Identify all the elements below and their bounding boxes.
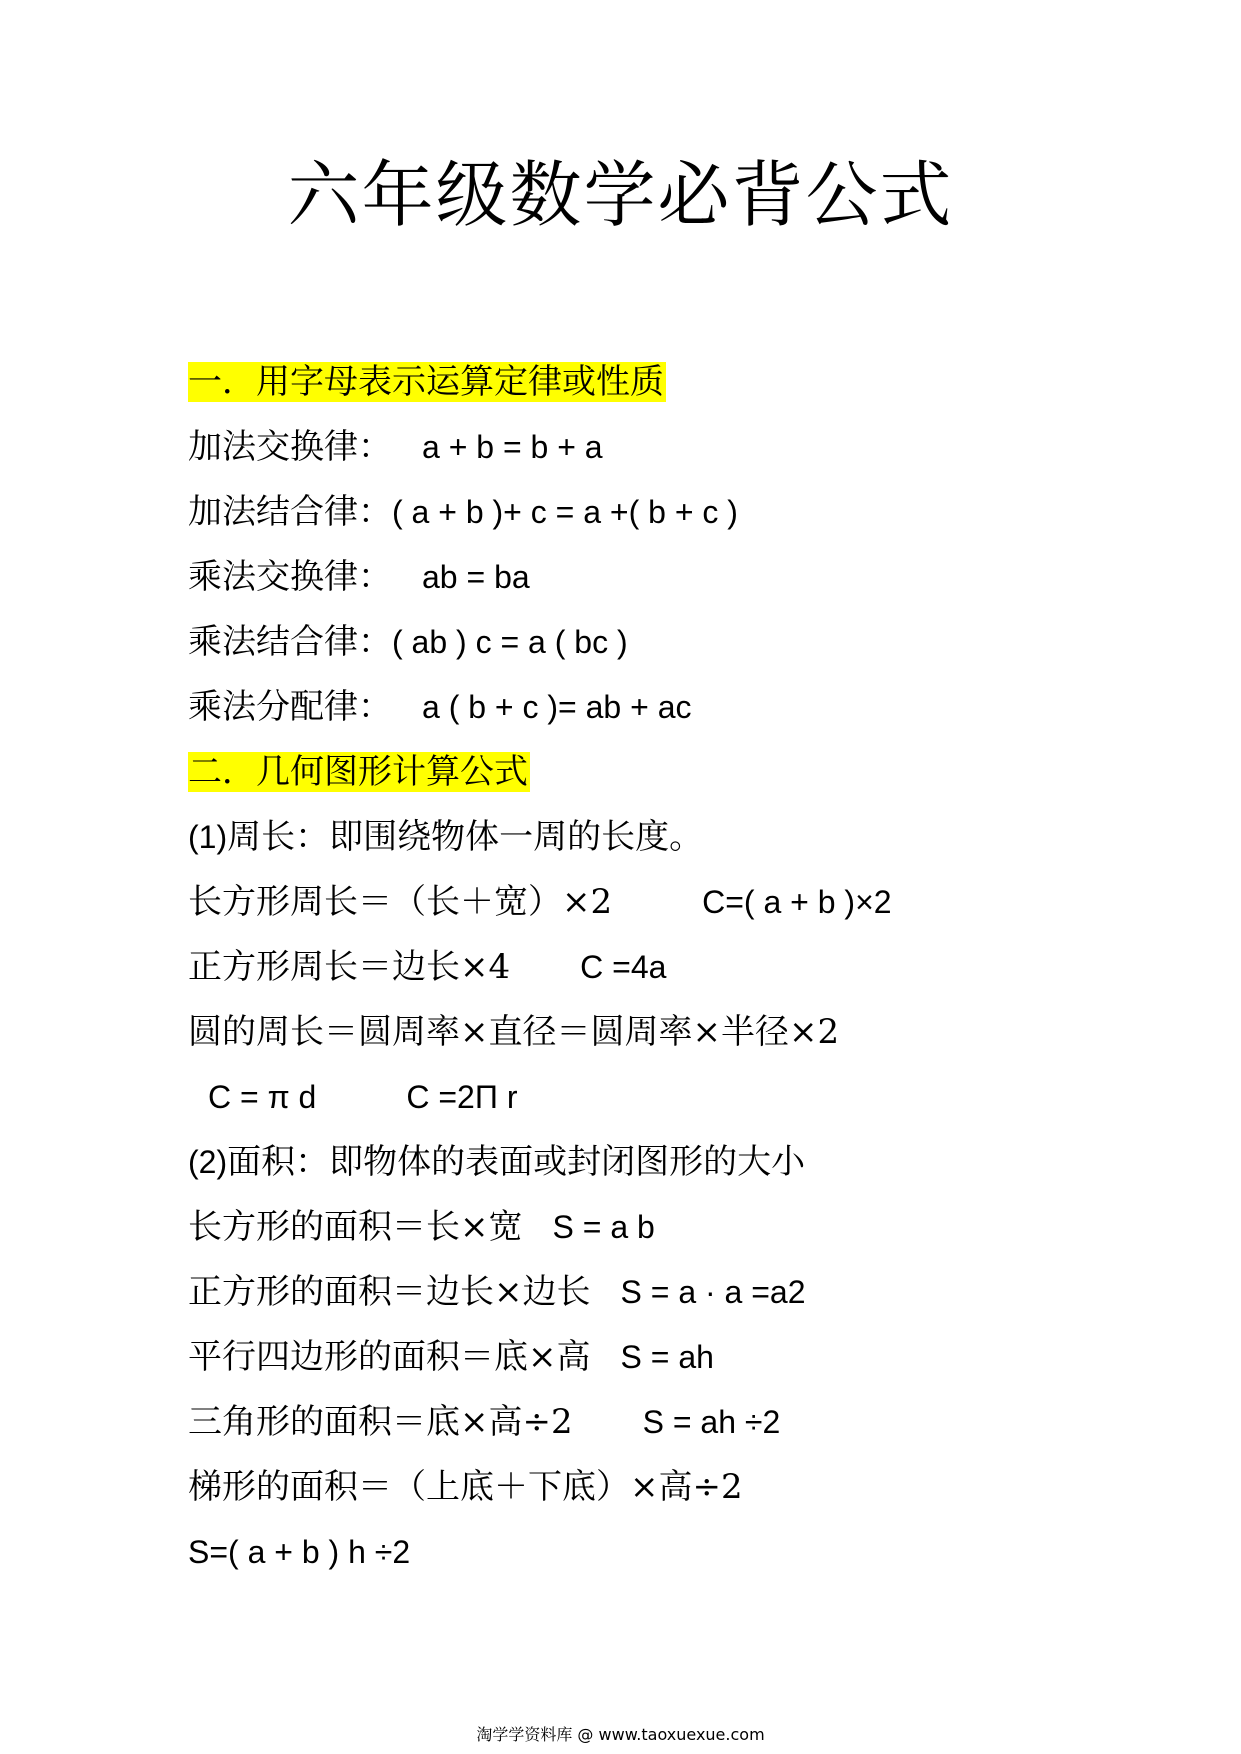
law-formula: ( ab ) c = a ( bc )	[392, 624, 628, 660]
area-triangle-formula: S = ah ÷2	[642, 1404, 781, 1440]
section-heading-1-text: 一．用字母表示运算定律或性质	[188, 362, 664, 402]
area-triangle-row	[188, 1390, 1168, 1455]
section-heading-2	[188, 740, 1168, 805]
area-intro	[188, 1130, 1168, 1195]
area-intro-text: 面积：即物体的表面或封闭图形的大小	[227, 1142, 806, 1182]
area-trapezoid-formula: S=( a + b ) h ÷2	[188, 1534, 411, 1570]
law-formula: ( a + b )+ c = a +( b + c )	[392, 494, 738, 530]
perimeter-circle-row	[188, 1000, 1168, 1065]
area-rectangle-row	[188, 1195, 1168, 1260]
law-row	[188, 545, 1168, 610]
perimeter-rectangle-row	[188, 870, 1168, 935]
perimeter-circle-formula-row	[188, 1065, 1168, 1130]
law-row	[188, 480, 1168, 545]
area-parallelogram-row	[188, 1325, 1168, 1390]
area-triangle-text: 三角形的面积＝底×高÷2	[188, 1402, 573, 1442]
law-row	[188, 415, 1168, 480]
perimeter-square-row	[188, 935, 1168, 1000]
law-label: 乘法结合律：	[188, 622, 392, 662]
perimeter-intro-text: 周长：即围绕物体一周的长度。	[227, 817, 704, 857]
footer-watermark: 淘学学资料库 @ www.taoxuexue.com	[476, 1725, 765, 1744]
area-parallelogram-formula: S = ah	[620, 1339, 714, 1375]
law-formula: a + b = b + a	[422, 429, 603, 465]
area-square-formula: S = a · a =a2	[620, 1274, 806, 1310]
perimeter-circle-text: 圆的周长＝圆周率×直径＝圆周率×半径×2	[188, 1012, 840, 1052]
law-label: 乘法交换律：	[188, 557, 392, 597]
section-heading-2-text: 二．几何图形计算公式	[188, 752, 528, 792]
area-trapezoid-row	[188, 1455, 1168, 1520]
law-label: 加法结合律：	[188, 492, 392, 532]
perimeter-circle-formula-2: C =2Π r	[406, 1079, 518, 1115]
area-rectangle-text: 长方形的面积＝长×宽	[188, 1207, 523, 1247]
area-intro-number: (2)	[188, 1144, 228, 1180]
formula-list	[188, 350, 1168, 1585]
law-formula: ab = ba	[422, 559, 530, 595]
perimeter-intro-number: (1)	[188, 819, 228, 855]
perimeter-circle-formula-1: C = π d	[208, 1079, 317, 1115]
perimeter-rectangle-formula: C=( a + b )×2	[702, 884, 892, 920]
law-row	[188, 675, 1168, 740]
section-heading-1	[188, 350, 1168, 415]
law-label: 乘法分配律：	[188, 687, 392, 727]
law-formula: a ( b + c )= ab + ac	[422, 689, 692, 725]
law-label: 加法交换律：	[188, 427, 392, 467]
law-row	[188, 610, 1168, 675]
area-trapezoid-text: 梯形的面积＝（上底＋下底）×高÷2	[188, 1467, 743, 1507]
area-square-row	[188, 1260, 1168, 1325]
area-trapezoid-formula-row	[188, 1520, 1168, 1585]
area-parallelogram-text: 平行四边形的面积＝底×高	[188, 1337, 591, 1377]
area-square-text: 正方形的面积＝边长×边长	[188, 1272, 591, 1312]
perimeter-rectangle-text: 长方形周长＝（长＋宽）×2	[188, 882, 613, 922]
page-title: 六年级数学必背公式	[287, 153, 954, 237]
perimeter-intro	[188, 805, 1168, 870]
perimeter-square-formula: C =4a	[580, 949, 667, 985]
perimeter-square-text: 正方形周长＝边长×4	[188, 947, 511, 987]
area-rectangle-formula: S = a b	[552, 1209, 655, 1245]
